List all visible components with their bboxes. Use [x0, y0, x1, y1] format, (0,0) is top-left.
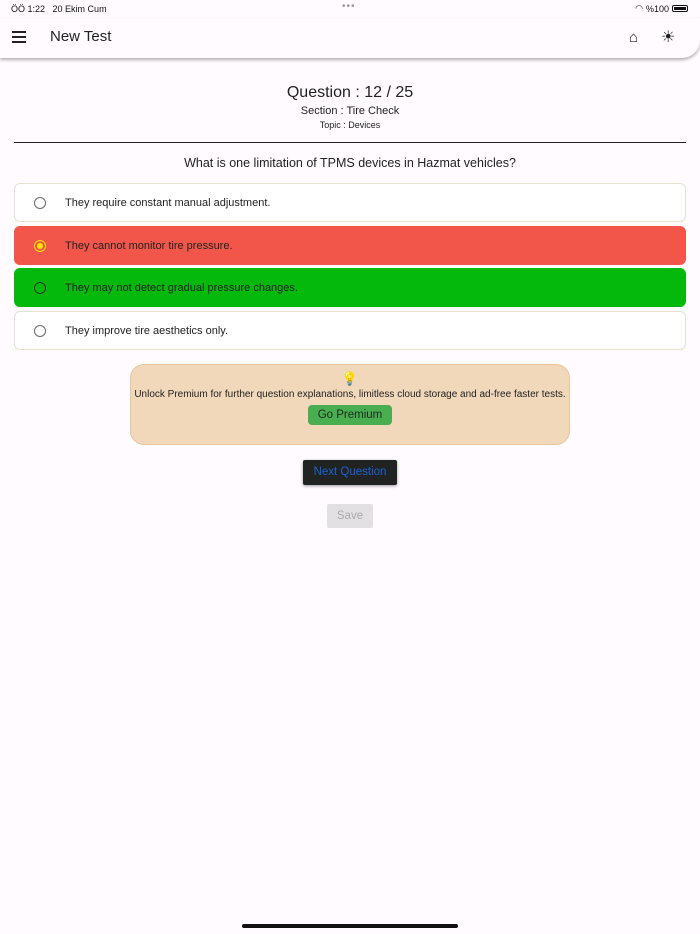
wifi-icon: ◠ — [635, 3, 643, 13]
home-icon[interactable]: ⌂ — [629, 29, 639, 46]
multitask-dots[interactable]: ••• — [342, 1, 356, 12]
battery-icon — [672, 5, 688, 12]
option-label: They may not detect gradual pressure changes. — [65, 281, 298, 294]
option-label: They cannot monitor tire pressure. — [65, 239, 233, 252]
question-header — [0, 84, 700, 130]
answer-option[interactable] — [14, 183, 686, 222]
menu-icon[interactable] — [12, 31, 26, 46]
home-indicator[interactable] — [242, 924, 458, 928]
divider — [14, 142, 686, 143]
answer-option[interactable] — [14, 311, 686, 350]
option-label: They improve tire aesthetics only. — [65, 324, 229, 337]
option-label: They require constant manual adjustment. — [65, 196, 271, 209]
app-bar — [0, 18, 700, 58]
go-premium-button[interactable]: Go Premium — [308, 405, 393, 425]
answer-option-correct[interactable] — [14, 268, 686, 307]
status-bar — [0, 0, 700, 18]
section-label: Section : Tire Check — [300, 105, 400, 117]
save-button[interactable]: Save — [327, 504, 373, 528]
premium-banner — [130, 364, 570, 445]
theme-toggle-icon[interactable]: ☀ — [661, 29, 676, 46]
lightbulb-icon: 💡 — [341, 371, 359, 386]
radio-icon[interactable] — [34, 197, 46, 209]
question-text: What is one limitation of TPMS devices in Hazmat vehicles? — [184, 156, 516, 170]
topic-label: Topic : Devices — [319, 120, 381, 130]
premium-text: Unlock Premium for further question explanations, limitless cloud storage and ad-free faster tests. — [134, 389, 566, 400]
radio-icon[interactable] — [34, 325, 46, 337]
answer-option-selected-wrong[interactable] — [14, 226, 686, 265]
radio-selected-icon[interactable] — [34, 240, 46, 252]
question-counter: Question : 12 / 25 — [286, 84, 414, 101]
battery-percent: %100 — [645, 3, 669, 14]
status-time: ÖÖ 1:22 20 Ekim Cum — [11, 4, 107, 14]
next-question-button[interactable]: Next Question — [303, 460, 397, 485]
radio-icon[interactable] — [34, 282, 46, 294]
app-title: New Test — [50, 28, 112, 45]
